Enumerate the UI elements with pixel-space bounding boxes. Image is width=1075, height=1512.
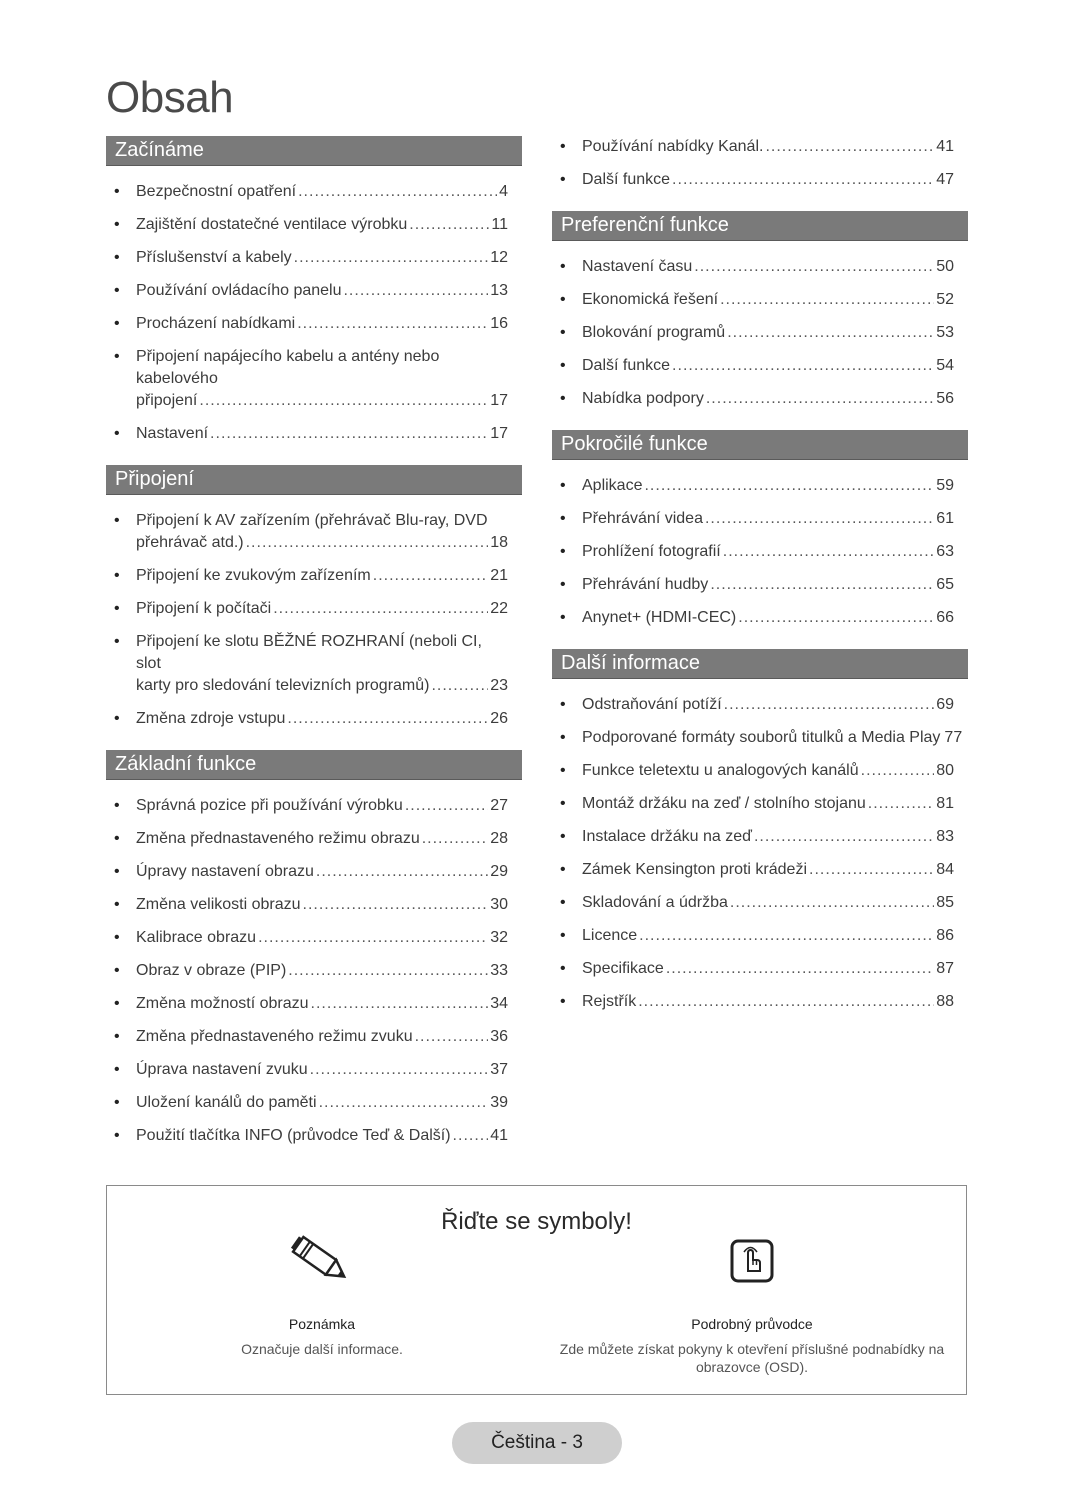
toc-entry[interactable]: [106, 1125, 522, 1147]
toc-entry-text: • Obraz v obraze (PIP): [136, 962, 287, 979]
symbols-legend: [106, 1185, 967, 1395]
toc-page-number: 86: [936, 927, 954, 944]
toc-section: [106, 750, 522, 1147]
toc-entry-text: karty pro sledování televizních programů): [136, 677, 430, 694]
toc-entry-line: [136, 423, 508, 445]
toc-entry-line: [582, 388, 954, 410]
toc-section: [552, 136, 968, 191]
toc-entry-line: [582, 760, 954, 782]
dot-leader: [705, 508, 934, 530]
toc-page-number: 85: [936, 894, 954, 911]
dot-leader: [672, 169, 934, 191]
toc-page-number: 36: [490, 1028, 508, 1045]
toc-page-number: 30: [490, 896, 508, 913]
dot-leader: [273, 598, 488, 620]
toc-entry[interactable]: [552, 388, 968, 410]
toc-entry-text: • Další funkce: [582, 171, 671, 188]
toc-page-number: 26: [490, 710, 508, 727]
toc-page-number: 28: [490, 830, 508, 847]
toc-entry-line: [582, 859, 954, 881]
dot-leader: [672, 355, 934, 377]
dot-leader: [319, 1092, 489, 1114]
toc-page-number: 63: [936, 543, 954, 560]
dot-leader: [639, 925, 934, 947]
toc-entry-text: • Nastavení času: [582, 258, 693, 275]
dot-leader: [316, 861, 488, 883]
toc-section: [552, 649, 968, 1013]
dot-leader: [298, 181, 497, 203]
toc-entry-line: [582, 793, 954, 815]
toc-page-number: 32: [490, 929, 508, 946]
toc-entry-text: přehrávač atd.): [136, 534, 244, 551]
toc-entry-line: [136, 894, 508, 916]
legend-title: Řiďte se symboly!: [441, 1208, 632, 1235]
dot-leader: [310, 1059, 489, 1081]
section-header: Základní funkce: [106, 750, 522, 780]
toc-entry-line: [136, 861, 508, 883]
dot-leader: [373, 565, 488, 587]
toc-entry-text: • Rejstřík: [582, 993, 637, 1010]
toc-entry[interactable]: [106, 795, 522, 817]
toc-page-number: 23: [490, 677, 508, 694]
toc-entry[interactable]: [552, 508, 968, 530]
toc-entry-text: • Připojení k počítači: [136, 600, 272, 617]
toc-page-number: 61: [936, 510, 954, 527]
toc-entry[interactable]: [552, 541, 968, 563]
toc-left-column: [106, 136, 522, 1167]
section-header: Preferenční funkce: [552, 211, 968, 241]
toc-entry-text: • Přehrávání hudby: [582, 576, 709, 593]
toc-entry-line: [136, 1026, 508, 1048]
dot-leader: [727, 322, 934, 344]
toc-entry[interactable]: [106, 1059, 522, 1081]
toc-entry-text: • Úpravy nastavení obrazu: [136, 863, 314, 880]
toc-entry-text: • Nastavení: [136, 425, 209, 442]
toc-entry[interactable]: [552, 826, 968, 848]
toc-entry[interactable]: [106, 861, 522, 883]
toc-entry-text: • Změna přednastaveného režimu obrazu: [136, 830, 420, 847]
toc-page-number: 69: [936, 696, 954, 713]
toc-entry[interactable]: [106, 598, 522, 620]
dot-leader: [723, 541, 934, 563]
legend-note: [217, 1231, 427, 1358]
toc-entry[interactable]: [106, 828, 522, 850]
toc-page-number: 18: [490, 534, 508, 551]
toc-entry-line: [582, 694, 954, 716]
toc-section: [106, 465, 522, 730]
toc-entry-text: • Kalibrace obrazu: [136, 929, 257, 946]
dot-leader: [861, 760, 935, 782]
dot-leader: [809, 859, 934, 881]
toc-entry-line: [136, 181, 508, 203]
toc-entry-text: • Připojení k AV zařízením (přehrávač Blu-ray, DVD: [136, 512, 488, 529]
toc-entry-line: [136, 532, 508, 554]
toc-page-number: 33: [490, 962, 508, 979]
dot-leader: [246, 532, 489, 554]
toc-entry[interactable]: [552, 925, 968, 947]
toc-entry-text: • Nabídka podpory: [582, 390, 704, 407]
toc-entry[interactable]: [552, 694, 968, 716]
toc-page-number: 39: [490, 1094, 508, 1111]
toc-page-number: 17: [490, 425, 508, 442]
toc-entry[interactable]: [106, 313, 522, 335]
toc-entry-line: [582, 475, 954, 497]
dot-leader: [706, 388, 934, 410]
toc-entry[interactable]: [106, 631, 522, 697]
toc-entry-text: • Příslušenství a kabely: [136, 249, 292, 266]
dot-leader: [453, 1125, 489, 1147]
toc-entry[interactable]: [106, 423, 522, 445]
pencil-icon: [217, 1231, 427, 1291]
dot-leader: [638, 991, 934, 1013]
dot-leader: [738, 607, 934, 629]
toc-page-number: 17: [490, 392, 508, 409]
dot-leader: [294, 247, 489, 269]
toc-entry[interactable]: [552, 136, 968, 158]
toc-right-column: [552, 136, 968, 1033]
toc-list: [106, 795, 522, 1147]
dot-leader: [724, 694, 935, 716]
toc-entry-line: [136, 313, 508, 335]
dot-leader: [754, 826, 934, 848]
toc-entry-text: • Správná pozice při používání výrobku: [136, 797, 403, 814]
toc-entry-line: [136, 247, 508, 269]
toc-page-number: 80: [936, 762, 954, 779]
dot-leader: [710, 574, 934, 596]
toc-entry[interactable]: [106, 927, 522, 949]
toc-entry-line: [582, 574, 954, 596]
toc-entry-text: • Připojení ke slotu BĚŽNÉ ROZHRANÍ (neboli CI, slot: [136, 633, 482, 672]
guide-label: Podrobný průvodce: [691, 1316, 813, 1332]
toc-entry[interactable]: [552, 958, 968, 980]
toc-page-number: 34: [490, 995, 508, 1012]
toc-entry-line: [136, 960, 508, 982]
toc-entry-line: [582, 289, 954, 311]
toc-entry-text: • Přehrávání videa: [582, 510, 703, 527]
dot-leader: [258, 927, 488, 949]
toc-list: [552, 694, 968, 1013]
toc-page-number: 22: [490, 600, 508, 617]
toc-page-number: 50: [936, 258, 954, 275]
page-title: Obsah: [106, 73, 234, 122]
toc-page-number: 54: [936, 357, 954, 374]
dot-leader: [730, 892, 934, 914]
toc-entry-text: • Používání nabídky Kanál.: [582, 138, 764, 155]
toc-entry-text: • Používání ovládacího panelu: [136, 282, 342, 299]
toc-entry[interactable]: [106, 280, 522, 302]
toc-entry-text: připojení: [136, 392, 198, 409]
toc-entry[interactable]: [552, 475, 968, 497]
toc-entry-line: [136, 1059, 508, 1081]
toc-entry-text: • Zámek Kensington proti krádeži: [582, 861, 807, 878]
toc-entry-text: • Zajištění dostatečné ventilace výrobku: [136, 216, 408, 233]
toc-entry-text: • Skladování a údržba: [582, 894, 728, 911]
toc-entry-text: • Blokování programů: [582, 324, 726, 341]
toc-entry[interactable]: [106, 894, 522, 916]
toc-entry[interactable]: [552, 892, 968, 914]
toc-entry-line: [136, 280, 508, 302]
toc-page-number: 83: [936, 828, 954, 845]
toc-entry[interactable]: [552, 793, 968, 815]
section-header: Připojení: [106, 465, 522, 495]
toc-entry-line: [582, 727, 963, 749]
toc-entry[interactable]: [552, 322, 968, 344]
toc-entry[interactable]: [552, 727, 968, 749]
dot-leader: [288, 960, 488, 982]
toc-entry[interactable]: [106, 708, 522, 730]
toc-page-number: 27: [490, 797, 508, 814]
toc-entry[interactable]: [552, 355, 968, 377]
toc-entry-text: • Připojení ke zvukovým zařízením: [136, 567, 371, 584]
toc-page-number: 29: [490, 863, 508, 880]
toc-entry-line: [582, 958, 954, 980]
toc-entry-text: • Změna možností obrazu: [136, 995, 309, 1012]
toc-section: [106, 136, 522, 445]
toc-list: [106, 510, 522, 730]
toc-entry-text: • Licence: [582, 927, 638, 944]
toc-entry-text: • Změna velikosti obrazu: [136, 896, 301, 913]
dot-leader: [199, 390, 488, 412]
toc-entry-line: [582, 169, 954, 191]
dot-leader: [409, 214, 489, 236]
toc-list: [552, 475, 968, 629]
toc-list: [106, 181, 522, 445]
toc-entry[interactable]: [106, 1092, 522, 1114]
toc-page-number: 11: [491, 216, 508, 233]
toc-page-number: 84: [936, 861, 954, 878]
section-header: Začínáme: [106, 136, 522, 166]
section-header: Další informace: [552, 649, 968, 679]
guide-description: Zde můžete získat pokyny k otevření příslušné podnabídky na obrazovce (OSD).: [559, 1341, 945, 1375]
section-header: Pokročilé funkce: [552, 430, 968, 460]
toc-entry-line: [136, 565, 508, 587]
toc-entry-text: • Ekonomická řešení: [582, 291, 719, 308]
toc-entry-line: [582, 136, 954, 158]
toc-entry-text: • Použití tlačítka INFO (průvodce Teď & Další): [136, 1127, 451, 1144]
toc-entry-text: • Další funkce: [582, 357, 671, 374]
note-description: Označuje další informace.: [241, 1341, 403, 1357]
toc-entry-line: [582, 991, 954, 1013]
toc-list: [552, 256, 968, 410]
toc-entry[interactable]: [552, 991, 968, 1013]
toc-entry-text: • Instalace držáku na zeď: [582, 828, 752, 845]
toc-entry[interactable]: [552, 859, 968, 881]
toc-entry-text: • Uložení kanálů do paměti: [136, 1094, 317, 1111]
toc-page-number: 88: [936, 993, 954, 1010]
toc-entry-text: • Prohlížení fotografií: [582, 543, 721, 560]
toc-section: [552, 430, 968, 629]
toc-entry-text: • Úprava nastavení zvuku: [136, 1061, 308, 1078]
toc-entry[interactable]: [106, 510, 522, 554]
toc-entry-text: • Bezpečnostní opatření: [136, 183, 297, 200]
toc-entry[interactable]: [106, 960, 522, 982]
dot-leader: [666, 958, 934, 980]
toc-page-number: 77: [944, 729, 963, 746]
legend-guide: [552, 1231, 952, 1376]
toc-list: [552, 136, 968, 191]
dot-leader: [297, 313, 488, 335]
toc-entry-text: • Podporované formáty souborů titulků a Media Play: [582, 729, 941, 746]
toc-page-number: 53: [936, 324, 954, 341]
toc-entry-text: • Připojení napájecího kabelu a antény nebo kabelového: [136, 348, 440, 387]
toc-page-number: 21: [490, 567, 508, 584]
dot-leader: [422, 828, 488, 850]
toc-entry-line: [136, 675, 508, 697]
toc-entry-line: [582, 355, 954, 377]
toc-entry-line: [136, 1125, 508, 1147]
page-number-badge: Čeština - 3: [452, 1422, 622, 1464]
toc-entry[interactable]: [106, 346, 522, 412]
dot-leader: [415, 1026, 489, 1048]
dot-leader: [694, 256, 934, 278]
note-label: Poznámka: [288, 1316, 356, 1332]
toc-entry-text: • Specifikace: [582, 960, 664, 977]
toc-entry-text: • Odstraňování potíží: [582, 696, 722, 713]
toc-entry-line: [136, 214, 508, 236]
dot-leader: [343, 280, 488, 302]
toc-page-number: 52: [936, 291, 954, 308]
toc-entry[interactable]: [552, 289, 968, 311]
toc-entry[interactable]: [552, 169, 968, 191]
dot-leader: [210, 423, 488, 445]
toc-entry-line: [136, 927, 508, 949]
toc-entry-text: • Změna přednastaveného režimu zvuku: [136, 1028, 413, 1045]
toc-entry-line: [582, 607, 954, 629]
toc-entry[interactable]: [106, 565, 522, 587]
toc-entry-text: • Aplikace: [582, 477, 643, 494]
toc-entry-line: [136, 598, 508, 620]
toc-entry-line: [582, 826, 954, 848]
toc-entry[interactable]: [106, 214, 522, 236]
toc-entry-line: [136, 390, 508, 412]
dot-leader: [644, 475, 934, 497]
toc-entry-line: [582, 925, 954, 947]
toc-page-number: 65: [936, 576, 954, 593]
toc-page-number: 59: [936, 477, 954, 494]
toc-entry-line: [136, 993, 508, 1015]
toc-entry-text: • Procházení nabídkami: [136, 315, 296, 332]
toc-entry[interactable]: [106, 993, 522, 1015]
toc-entry-line: [582, 508, 954, 530]
toc-entry[interactable]: [552, 256, 968, 278]
toc-page-number: 47: [936, 171, 954, 188]
toc-entry-text: • Funkce teletextu u analogových kanálů: [582, 762, 859, 779]
dot-leader: [431, 675, 488, 697]
toc-entry-text: • Montáž držáku na zeď / stolního stojanu: [582, 795, 866, 812]
toc-entry-line: [136, 708, 508, 730]
toc-entry-line: [136, 1092, 508, 1114]
dot-leader: [868, 793, 934, 815]
toc-entry-line: [136, 828, 508, 850]
toc-entry-text: • Změna zdroje vstupu: [136, 710, 286, 727]
dot-leader: [405, 795, 488, 817]
toc-entry-line: [136, 795, 508, 817]
touch-guide-icon: [552, 1231, 952, 1291]
toc-entry[interactable]: [106, 1026, 522, 1048]
toc-page-number: 87: [936, 960, 954, 977]
toc-entry[interactable]: [552, 760, 968, 782]
dot-leader: [720, 289, 934, 311]
toc-entry[interactable]: [106, 247, 522, 269]
toc-page-number: 66: [936, 609, 954, 626]
toc-page-number: 4: [499, 183, 508, 200]
toc-page-number: 56: [936, 390, 954, 407]
toc-section: [552, 211, 968, 410]
dot-leader: [311, 993, 489, 1015]
toc-page-number: 13: [490, 282, 508, 299]
toc-page-number: 37: [490, 1061, 508, 1078]
toc-entry-line: [582, 541, 954, 563]
dot-leader: [765, 136, 934, 158]
toc-page-number: 41: [936, 138, 954, 155]
toc-page-number: 12: [490, 249, 508, 266]
dot-leader: [303, 894, 489, 916]
toc-entry-text: • Anynet+ (HDMI-CEC): [582, 609, 737, 626]
toc-page-number: 41: [490, 1127, 508, 1144]
toc-entry-line: [582, 256, 954, 278]
toc-entry[interactable]: [106, 181, 522, 203]
toc-entry[interactable]: [552, 607, 968, 629]
toc-entry[interactable]: [552, 574, 968, 596]
toc-entry-line: [582, 322, 954, 344]
dot-leader: [287, 708, 488, 730]
toc-page-number: 16: [490, 315, 508, 332]
toc-entry-line: [582, 892, 954, 914]
toc-page-number: 81: [936, 795, 954, 812]
